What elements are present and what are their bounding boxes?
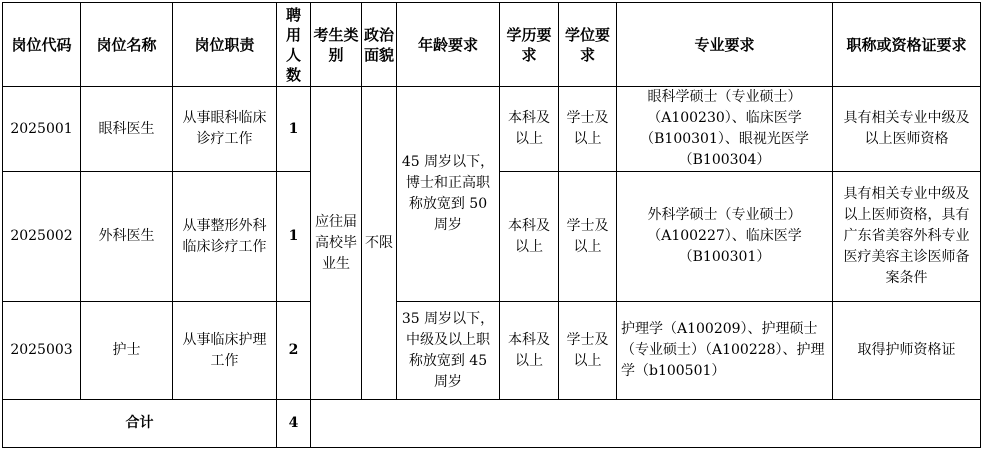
row-degree: 学士及以上 bbox=[559, 87, 617, 172]
row-qualification: 具有相关专业中级及以上医师资格，具有广东省美容外科专业医疗美容主诊医师备案条件 bbox=[833, 172, 981, 302]
recruitment-table bbox=[2, 2, 981, 448]
row-major: 护理学（A100209）、护理硕士（专业硕士）（A100228）、护理学（b100501） bbox=[617, 302, 833, 400]
row-code: 2025002 bbox=[3, 172, 81, 302]
row-name: 外科医生 bbox=[81, 172, 173, 302]
row-education: 本科及以上 bbox=[500, 87, 559, 172]
header-education: 学历要求 bbox=[500, 3, 559, 87]
total-empty bbox=[311, 400, 981, 448]
row-code: 2025003 bbox=[3, 302, 81, 400]
row-duty: 从事整形外科临床诊疗工作 bbox=[173, 172, 277, 302]
row-degree: 学士及以上 bbox=[559, 172, 617, 302]
header-category: 考生类别 bbox=[311, 3, 362, 87]
row-count: 2 bbox=[277, 302, 311, 400]
header-name: 岗位名称 bbox=[81, 3, 173, 87]
header-degree: 学位要求 bbox=[559, 3, 617, 87]
row-education: 本科及以上 bbox=[500, 302, 559, 400]
row-qualification: 具有相关专业中级及以上医师资格 bbox=[833, 87, 981, 172]
row-name: 眼科医生 bbox=[81, 87, 173, 172]
header-code: 岗位代码 bbox=[3, 3, 81, 87]
header-age: 年龄要求 bbox=[397, 3, 500, 87]
shared-political: 不限 bbox=[362, 87, 397, 400]
row-name: 护士 bbox=[81, 302, 173, 400]
shared-category: 应往届高校毕业生 bbox=[311, 87, 362, 400]
row-education: 本科及以上 bbox=[500, 172, 559, 302]
row-qualification: 取得护师资格证 bbox=[833, 302, 981, 400]
table-row bbox=[3, 302, 981, 400]
row-degree: 学士及以上 bbox=[559, 302, 617, 400]
header-duty: 岗位职责 bbox=[173, 3, 277, 87]
header-political: 政治面貌 bbox=[362, 3, 397, 87]
total-count: 4 bbox=[277, 400, 311, 448]
row-duty: 从事临床护理工作 bbox=[173, 302, 277, 400]
age-nurse: 35 周岁以下，中级及以上职称放宽到 45 周岁 bbox=[397, 302, 500, 400]
table-row bbox=[3, 87, 981, 172]
total-row bbox=[3, 400, 981, 448]
row-duty: 从事眼科临床诊疗工作 bbox=[173, 87, 277, 172]
age-doctor: 45 周岁以下，博士和正高职称放宽到 50 周岁 bbox=[397, 87, 500, 302]
row-count: 1 bbox=[277, 87, 311, 172]
header-qualification: 职称或资格证要求 bbox=[833, 3, 981, 87]
header-row bbox=[3, 3, 981, 87]
row-count: 1 bbox=[277, 172, 311, 302]
total-label: 合计 bbox=[3, 400, 277, 448]
header-major: 专业要求 bbox=[617, 3, 833, 87]
row-major: 外科学硕士（专业硕士）（A100227）、临床医学（B100301） bbox=[617, 172, 833, 302]
row-major: 眼科学硕士（专业硕士）（A100230）、临床医学（B100301）、眼视光医学（B100304） bbox=[617, 87, 833, 172]
header-count: 聘用人数 bbox=[277, 3, 311, 87]
row-code: 2025001 bbox=[3, 87, 81, 172]
